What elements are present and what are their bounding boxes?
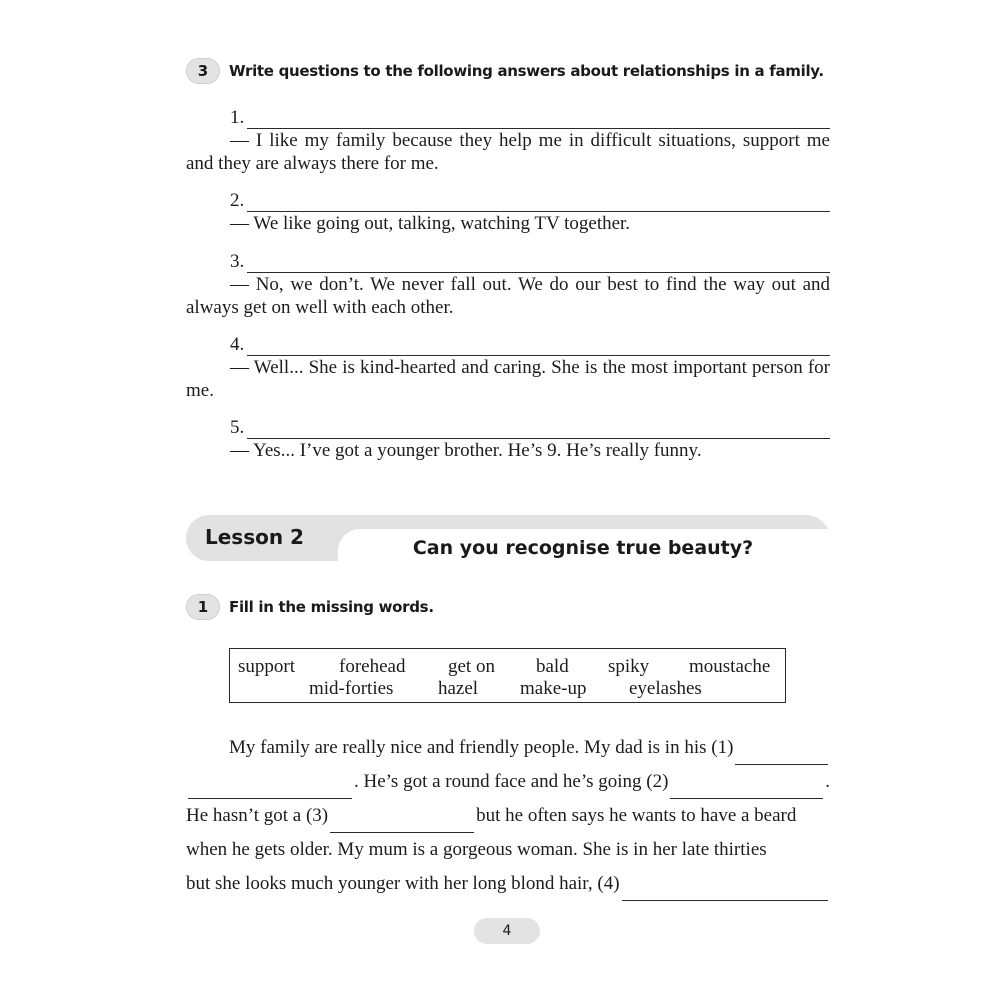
item-answer: — We like going out, talking, watching TV together.	[230, 213, 631, 234]
answer-line[interactable]	[247, 421, 830, 439]
blank-1[interactable]	[735, 744, 828, 765]
word-box-word: moustache	[689, 656, 771, 677]
paragraph-text: He hasn’t got a (3)	[186, 805, 329, 826]
word-box-word: support	[238, 656, 295, 677]
item-answer: — I like my family because they help me in difficult situations, support me and they are always there for me.	[186, 130, 830, 174]
item-answer: — Yes... I’ve got a younger brother. He’s 9. He’s really funny.	[230, 440, 702, 461]
item-number: 2.	[230, 190, 245, 211]
paragraph-text: but he often says he wants to have a beard	[476, 805, 797, 826]
blank-3[interactable]	[330, 812, 474, 833]
paragraph-text: when he gets older. My mum is a gorgeous woman. She is in her late thirties	[186, 839, 767, 860]
qa-item-1	[186, 106, 830, 175]
fill-in-paragraph	[186, 731, 830, 901]
word-box-word: mid-forties	[309, 678, 394, 699]
item-number: 1.	[230, 107, 245, 128]
lesson-label: Lesson 2	[205, 525, 304, 549]
word-box	[229, 648, 786, 703]
exercise-instruction: Fill in the missing words.	[229, 598, 434, 616]
paragraph-text: .	[825, 771, 830, 792]
word-box-word: hazel	[438, 678, 479, 699]
word-box-word: bald	[536, 656, 569, 677]
word-box-word: forehead	[339, 656, 406, 677]
lesson-title: Can you recognise true beauty?	[412, 537, 754, 559]
answer-line[interactable]	[247, 338, 830, 356]
paragraph-text: My family are really nice and friendly people. My dad is in his (1)	[229, 737, 734, 758]
word-box-word: spiky	[608, 656, 650, 677]
answer-line[interactable]	[247, 111, 830, 129]
exercise-instruction: Write questions to the following answers about relationships in a family.	[229, 62, 824, 80]
word-box-word: eyelashes	[629, 678, 702, 699]
word-box-word: get on	[448, 656, 495, 677]
paragraph-text: but she looks much younger with her long blond hair, (4)	[186, 873, 620, 894]
item-number: 3.	[230, 251, 245, 272]
word-box-word: make-up	[520, 678, 587, 699]
item-number: 5.	[230, 417, 245, 438]
exercise-1-heading	[186, 594, 434, 620]
qa-item-4	[186, 333, 830, 402]
item-number: 4.	[230, 334, 245, 355]
blank-4[interactable]	[622, 880, 828, 901]
answer-line[interactable]	[247, 194, 830, 212]
exercise-number-badge: 1	[186, 594, 220, 620]
item-answer: — No, we don’t. We never fall out. We do our best to find the way out and always get on well with each other.	[186, 274, 830, 318]
qa-item-5	[186, 416, 830, 462]
blank-2[interactable]	[670, 778, 823, 799]
answer-line[interactable]	[247, 255, 830, 273]
qa-item-2	[186, 189, 830, 235]
exercise-3-heading	[186, 58, 824, 84]
item-answer: — Well... She is kind-hearted and caring. She is the most important person for me.	[186, 357, 830, 401]
page-number: 4	[474, 918, 540, 944]
qa-item-3	[186, 250, 830, 319]
paragraph-text: . He’s got a round face and he’s going (2)	[354, 771, 669, 792]
exercise-number-badge: 3	[186, 58, 220, 84]
blank-1-continued[interactable]	[188, 778, 352, 799]
